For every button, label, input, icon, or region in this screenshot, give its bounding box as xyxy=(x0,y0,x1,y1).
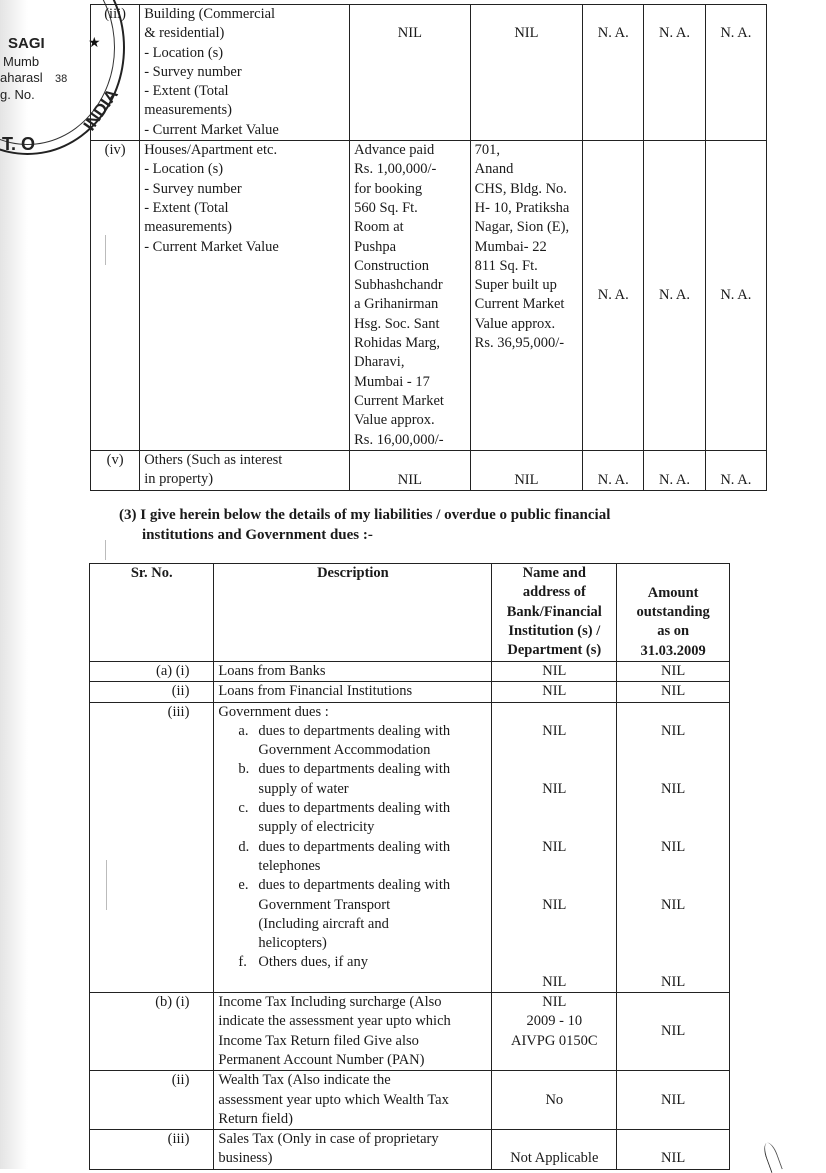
header-description: Description xyxy=(214,564,492,662)
scan-artifact-mark xyxy=(105,235,106,265)
na-cell: N. A. xyxy=(583,141,644,451)
sr-no-cell: (b) (i) xyxy=(90,993,214,1071)
value-cell: Advance paid Rs. 1,00,000/- for booking 560 Sq. Ft. Room at Pushpa Construction Subhashchandr a Grihanirman Hsg. Soc. Sant Rohidas Marg, Dharavi, Mumbai - 17 Current Market Value approx. Rs. 16,00,000/- xyxy=(350,141,471,451)
sr-no-cell: (ii) xyxy=(90,682,214,702)
sub-item-a: a. dues to departments dealing with Government Accommodation xyxy=(238,722,451,759)
description-cell: Income Tax Including surcharge (Also indicate the assessment year upto which Income Tax Return filed Give also Permanent Account Number (PAN) xyxy=(214,993,492,1071)
bank-cell: NIL 2009 - 10 AIVPG 0150C xyxy=(492,993,617,1071)
seal-text-state: aharasl xyxy=(0,70,43,85)
na-cell: N. A. xyxy=(583,450,644,490)
na-cell: N. A. xyxy=(644,5,705,141)
na-cell: N. A. xyxy=(644,141,705,451)
description-cell: Loans from Financial Institutions xyxy=(214,682,492,702)
amount-cell: NIL xyxy=(617,682,730,702)
scan-edge-shadow xyxy=(0,0,28,1169)
amount-cell: NIL xyxy=(617,662,730,682)
scan-artifact-mark xyxy=(105,540,106,560)
seal-text-country: INDIA xyxy=(79,85,122,135)
na-cell: N. A. xyxy=(705,141,766,451)
amount-cell: NIL xyxy=(617,1130,730,1170)
value-cell: NIL xyxy=(470,5,582,141)
na-cell: N. A. xyxy=(583,5,644,141)
value-cell: 701, Anand CHS, Bldg. No. H- 10, Pratiksha Nagar, Sion (E), Mumbai- 22 811 Sq. Ft. Super built up Current Market Value approx. Rs. 36,95,000/- xyxy=(470,141,582,451)
section-3-heading: (3) I give herein below the details of my liabilities / overdue o public financial institutions and Government dues :- xyxy=(119,507,611,543)
value-cell: NIL xyxy=(470,450,582,490)
sub-item-d: d. dues to departments dealing with telephones xyxy=(238,838,451,874)
value-cell: NIL xyxy=(350,450,471,490)
sr-no-cell: (v) xyxy=(91,450,140,490)
amount-cell: NIL xyxy=(617,1071,730,1130)
sr-no-cell: (iii) xyxy=(90,702,214,992)
sub-item-e: e. dues to departments dealing with Government Transport (Including aircraft and helicopters) xyxy=(238,877,451,952)
table-row xyxy=(90,1130,730,1170)
description-cell: Wealth Tax (Also indicate the assessment year upto which Wealth Tax Return field) xyxy=(214,1071,492,1130)
table-row xyxy=(91,5,767,141)
bank-cell: Not Applicable xyxy=(492,1130,617,1170)
bank-cell: No xyxy=(492,1071,617,1130)
sub-item-f: f. Others dues, if any xyxy=(238,954,368,971)
na-cell: N. A. xyxy=(705,5,766,141)
sr-no-cell: (iv) xyxy=(91,141,140,451)
bank-cell: NIL NIL NIL NIL NIL xyxy=(492,702,617,992)
header-sr-no: Sr. No. xyxy=(90,564,214,662)
description-cell: Building (Commercial & residential) - Location (s) - Survey number - Extent (Total measurements) - Current Market Value xyxy=(140,5,350,141)
table-row xyxy=(90,662,730,682)
table-header-row xyxy=(90,564,730,662)
table-row xyxy=(91,141,767,451)
seal-text-city: Mumb xyxy=(3,54,40,69)
sub-item-c: c. dues to departments dealing with supply of electricity xyxy=(238,800,451,836)
na-cell: N. A. xyxy=(705,450,766,490)
immovable-assets-table xyxy=(90,4,767,491)
table-row xyxy=(90,993,730,1071)
seal-text-govt: T. O xyxy=(2,134,36,154)
pen-signature-mark xyxy=(761,1141,783,1173)
seal-text-number: 38 xyxy=(55,73,68,85)
description-cell: Others (Such as interest in property) xyxy=(140,450,350,490)
liabilities-table xyxy=(89,563,730,1170)
sub-item-b: b. dues to departments dealing with supply of water xyxy=(238,761,451,797)
header-bank: Name and address of Bank/Financial Institution (s) / Department (s) xyxy=(492,564,617,662)
sr-no-cell: (iii) xyxy=(90,1130,214,1170)
table-row xyxy=(91,450,767,490)
amount-cell: NIL NIL NIL NIL NIL xyxy=(617,702,730,992)
table-row xyxy=(90,702,730,992)
bank-cell: NIL xyxy=(492,662,617,682)
value-cell: NIL xyxy=(350,5,471,141)
amount-cell: NIL xyxy=(617,993,730,1071)
sr-no-cell: (a) (i) xyxy=(90,662,214,682)
seal-text-name: SAGI xyxy=(8,35,45,52)
bank-cell: NIL xyxy=(492,682,617,702)
description-cell: Houses/Apartment etc. - Location (s) - Survey number - Extent (Total measurements) - Current Market Value xyxy=(140,141,350,451)
header-amount: Amount outstanding as on 31.03.2009 xyxy=(617,564,730,662)
star-icon: ★ xyxy=(88,36,101,51)
seal-text-reg: g. No. xyxy=(0,87,35,102)
na-cell: N. A. xyxy=(644,450,705,490)
table-row xyxy=(90,1071,730,1130)
table-row xyxy=(90,682,730,702)
description-cell: Sales Tax (Only in case of proprietary business) xyxy=(214,1130,492,1170)
description-cell: Loans from Banks xyxy=(214,662,492,682)
description-cell: Government dues : a. dues to departments dealing with Government Accommodation b. dues to departments dealing with supply of water c. dues to departments dealing with supply of electricity d. dues to departments dealing with telephones e. dues to departments dealing with Government Transport (Including aircraft and helicopters) f. Others dues, if any xyxy=(214,702,492,992)
sr-no-cell: (ii) xyxy=(90,1071,214,1130)
sr-no-cell: (iii) xyxy=(91,5,140,141)
pan-number: AIVPG 0150C xyxy=(511,1032,598,1049)
